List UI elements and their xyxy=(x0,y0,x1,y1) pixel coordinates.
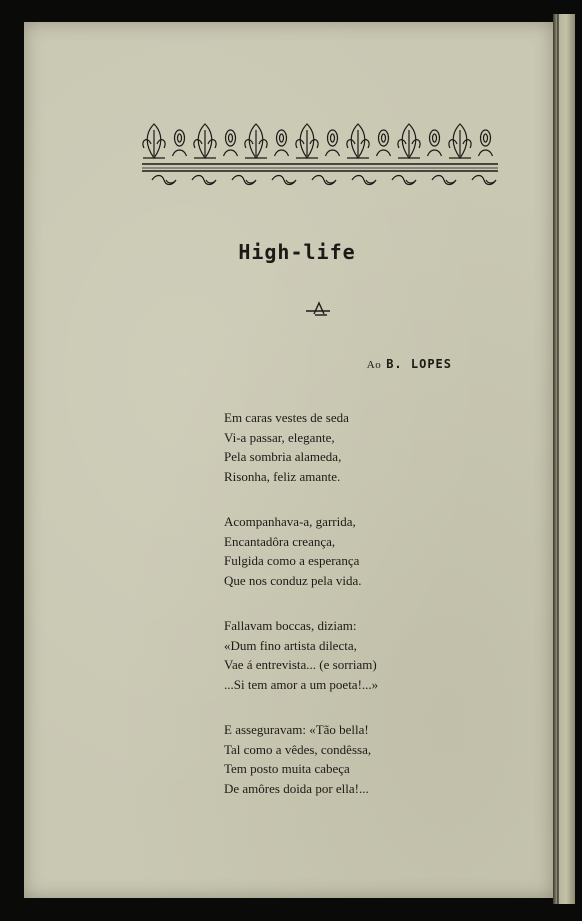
poem-body xyxy=(224,408,484,824)
stanza xyxy=(224,408,484,486)
verse-line: «Dum fino artista dilecta, xyxy=(224,637,357,653)
ornament-motif xyxy=(224,130,238,156)
stanza xyxy=(224,720,484,798)
ornament-motif xyxy=(326,130,340,156)
verse-line: De amôres doida por ella!... xyxy=(224,780,369,796)
ornament-motif xyxy=(428,130,442,156)
ornament-scroll xyxy=(152,176,176,185)
dedication-name: B. LOPES xyxy=(386,357,452,371)
verse-line: Pela sombria alameda, xyxy=(224,449,342,464)
facing-page-edge xyxy=(553,14,575,904)
verse-line: Risonha, feliz amante. xyxy=(224,468,341,484)
ornament-motif xyxy=(398,124,420,158)
ornament-scroll xyxy=(472,176,496,185)
ornament-motif xyxy=(296,124,318,158)
ornament-motif xyxy=(347,124,369,158)
verse-line: ...Si tem amor a um poeta!...» xyxy=(224,676,379,692)
title-flourish-mark xyxy=(305,300,331,318)
ornament-scroll xyxy=(192,176,216,185)
ornament-scroll xyxy=(272,176,296,185)
verse-line: Fallavam boccas, diziam: xyxy=(224,618,357,633)
ornament-motif xyxy=(194,124,216,158)
verse-line: Vae á entrevista... (e sorriam) xyxy=(224,657,377,672)
ornament-scroll xyxy=(232,176,256,185)
stanza xyxy=(224,512,484,590)
dedication-prefix: Ao xyxy=(366,359,382,371)
verse-line: E asseguravam: «Tão bella! xyxy=(224,722,369,737)
verse-line: Fulgida como a esperança xyxy=(224,553,360,568)
ornament-scroll xyxy=(392,176,416,185)
poem-title: High-life xyxy=(238,240,356,264)
stanza xyxy=(224,616,484,694)
ornament-motif xyxy=(245,124,267,158)
ornament-scroll xyxy=(312,176,336,185)
verse-line: Tal como a vêdes, condêssa, xyxy=(224,741,372,757)
ornament-motif xyxy=(275,130,289,156)
verse-line: Vi-a passar, elegante, xyxy=(224,429,335,445)
verse-line: Acompanhava-a, garrida, xyxy=(224,514,356,529)
verse-line: Tem posto muita cabeça xyxy=(224,761,350,776)
verse-line: Em caras vestes de seda xyxy=(224,410,349,425)
ornament-motif xyxy=(449,124,471,158)
poem-dedication xyxy=(367,357,452,371)
ornament-motif xyxy=(377,130,391,156)
ornament-motif xyxy=(173,130,187,156)
decorative-headpiece-ornament xyxy=(140,118,500,192)
ornament-scroll xyxy=(352,176,376,185)
ornament-motif xyxy=(479,130,493,156)
ornament-motif xyxy=(143,124,165,158)
verse-line: Que nos conduz pela vida. xyxy=(224,572,362,588)
verse-line: Encantadôra creança, xyxy=(224,533,336,549)
ornament-scroll xyxy=(432,176,456,185)
